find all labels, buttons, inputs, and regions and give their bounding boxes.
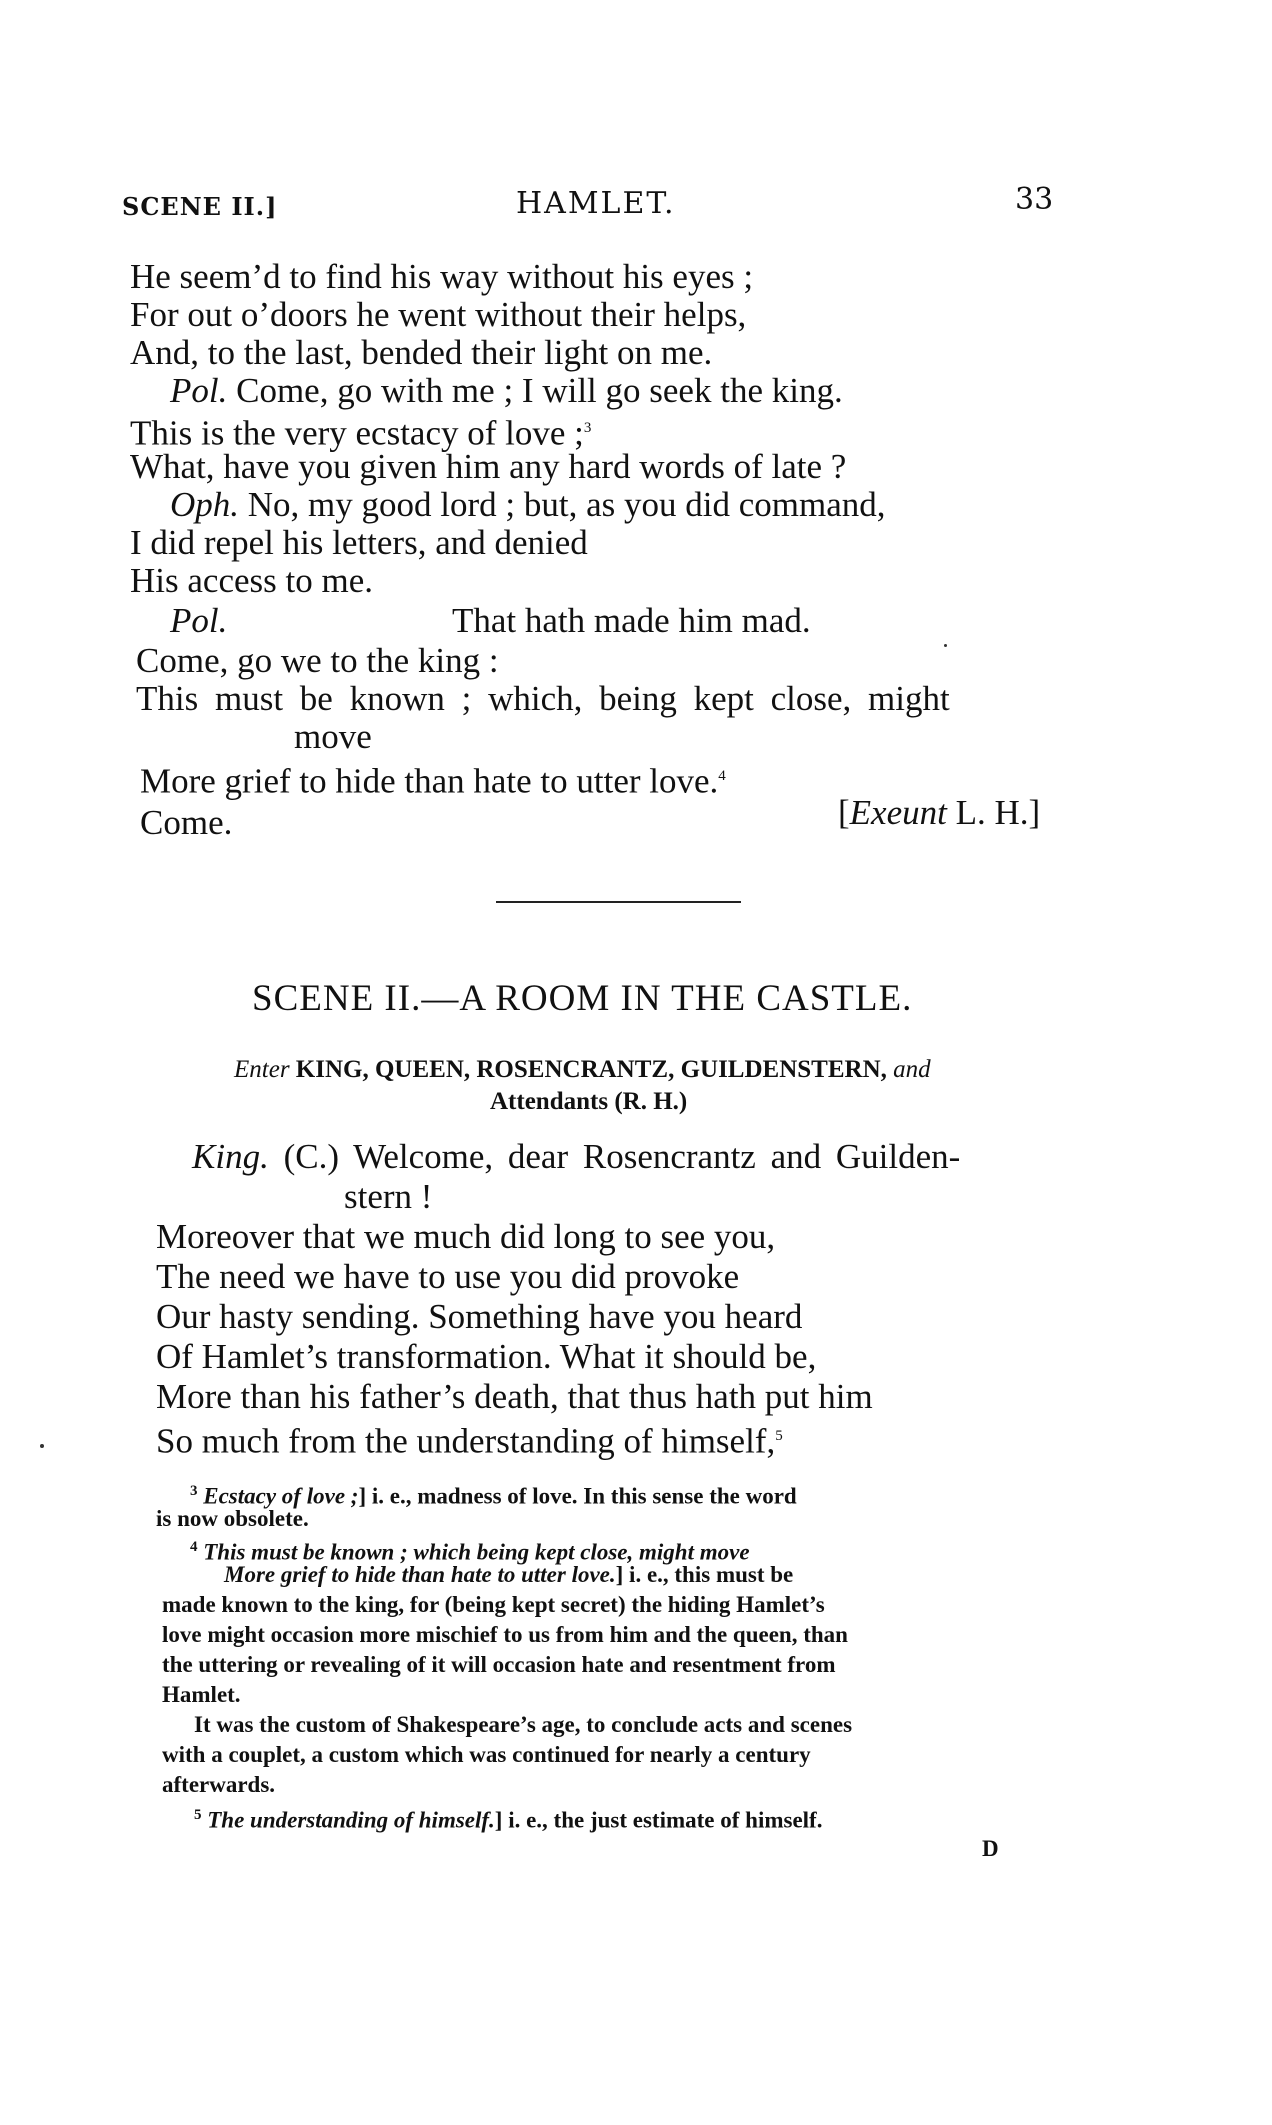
scene-title: SCENE II.—A ROOM IN THE CASTLE. [252,978,913,1019]
footnote-line: is now obsolete. [156,1506,309,1531]
footnote-line: $^3$ Ecstacy of love ;] i. e., madness of love. In this sense the word [190,1483,797,1509]
speaker-name: King. [192,1137,269,1176]
verse-line: Moreover that we much did long to see you, [156,1217,776,1256]
verse-line: He seem’d to find his way without his eyes ; [130,257,754,296]
verse-line: Our hasty sending. Something have you heard [156,1297,803,1336]
verse-line: move [294,717,372,756]
page-number: 33 [1015,182,1054,217]
speaker-name: Pol. [170,601,228,640]
verse-line: More grief to hide than hate to utter love.$^4$ [140,761,726,801]
footnote-ref: 4 [718,768,726,784]
footnote-line: love might occasion more mischief to us from him and the queen, than [162,1622,848,1647]
footnote-line: with a couplet, a custom which was continued for nearly a century [162,1742,811,1767]
verse-line: What, have you given him any hard words of late ? [130,447,847,486]
footnote-line: Hamlet. [162,1682,241,1707]
verse-line: Pol. Come, go with me ; I will go seek the king. [170,371,843,410]
footnote-line: $^4$ This must be known ; which being kept close, might move [190,1539,750,1565]
print-speck [944,644,947,647]
footnote-line: More grief to hide than hate to utter love.] i. e., this must be [224,1562,794,1587]
verse-line: Oph. No, my good lord ; but, as you did command, [170,485,886,524]
speaker-name: Oph. [170,485,240,524]
verse-line: Come. [140,803,233,842]
verse-line [170,602,227,639]
print-speck [40,1444,44,1448]
verse-line: stern ! [344,1177,433,1216]
stage-direction-enter: Enter KING, QUEEN, ROSENCRANTZ, GUILDENSTERN, and [234,1056,931,1083]
speaker-name: Pol. [170,371,228,410]
verse-line: For out o’doors he went without their helps, [130,295,747,334]
stage-direction-attendants: Attendants (R. H.) [490,1088,688,1115]
footnote-line: It was the custom of Shakespeare’s age, to conclude acts and scenes [194,1712,853,1737]
running-header-scene: SCENE II.] [122,192,278,221]
footnote-line: made known to the king, for (being kept secret) the hiding Hamlet’s [162,1592,825,1617]
verse-line: More than his father’s death, that thus hath put him [156,1377,873,1416]
verse-line: I did repel his letters, and denied [130,523,588,562]
scene-divider-rule [496,901,741,903]
verse-line: Come, go we to the king : [136,641,499,680]
stage-direction-exeunt: [Exeunt L. H.] [838,793,1041,832]
verse-line: His access to me. [130,561,373,600]
verse-line: King. (C.) Welcome, dear Rosencrantz and Guilden- [192,1137,961,1176]
verse-line: This must be known ; which, being kept close, might [136,679,950,718]
verse-line: The need we have to use you did provoke [156,1257,740,1296]
verse-line: So much from the understanding of himself,$^5$ [156,1421,783,1461]
footnote-ref: 5 [775,1428,783,1444]
running-header-title: HAMLET. [516,186,676,221]
verse-line: This is the very ecstacy of love ;$^3$ [130,413,592,453]
signature-mark: D [982,1836,999,1861]
footnote-ref: 3 [583,420,592,436]
verse-line: And, to the last, bended their light on me. [130,333,713,372]
verse-line: Of Hamlet’s transformation. What it should be, [156,1337,817,1376]
footnote-line: the uttering or revealing of it will occasion hate and resentment from [162,1652,836,1677]
footnote-line: afterwards. [162,1772,276,1797]
footnote-line: $^5$ The understanding of himself.] i. e., the just estimate of himself. [194,1807,823,1833]
verse-line: That hath made him mad. [452,601,811,640]
